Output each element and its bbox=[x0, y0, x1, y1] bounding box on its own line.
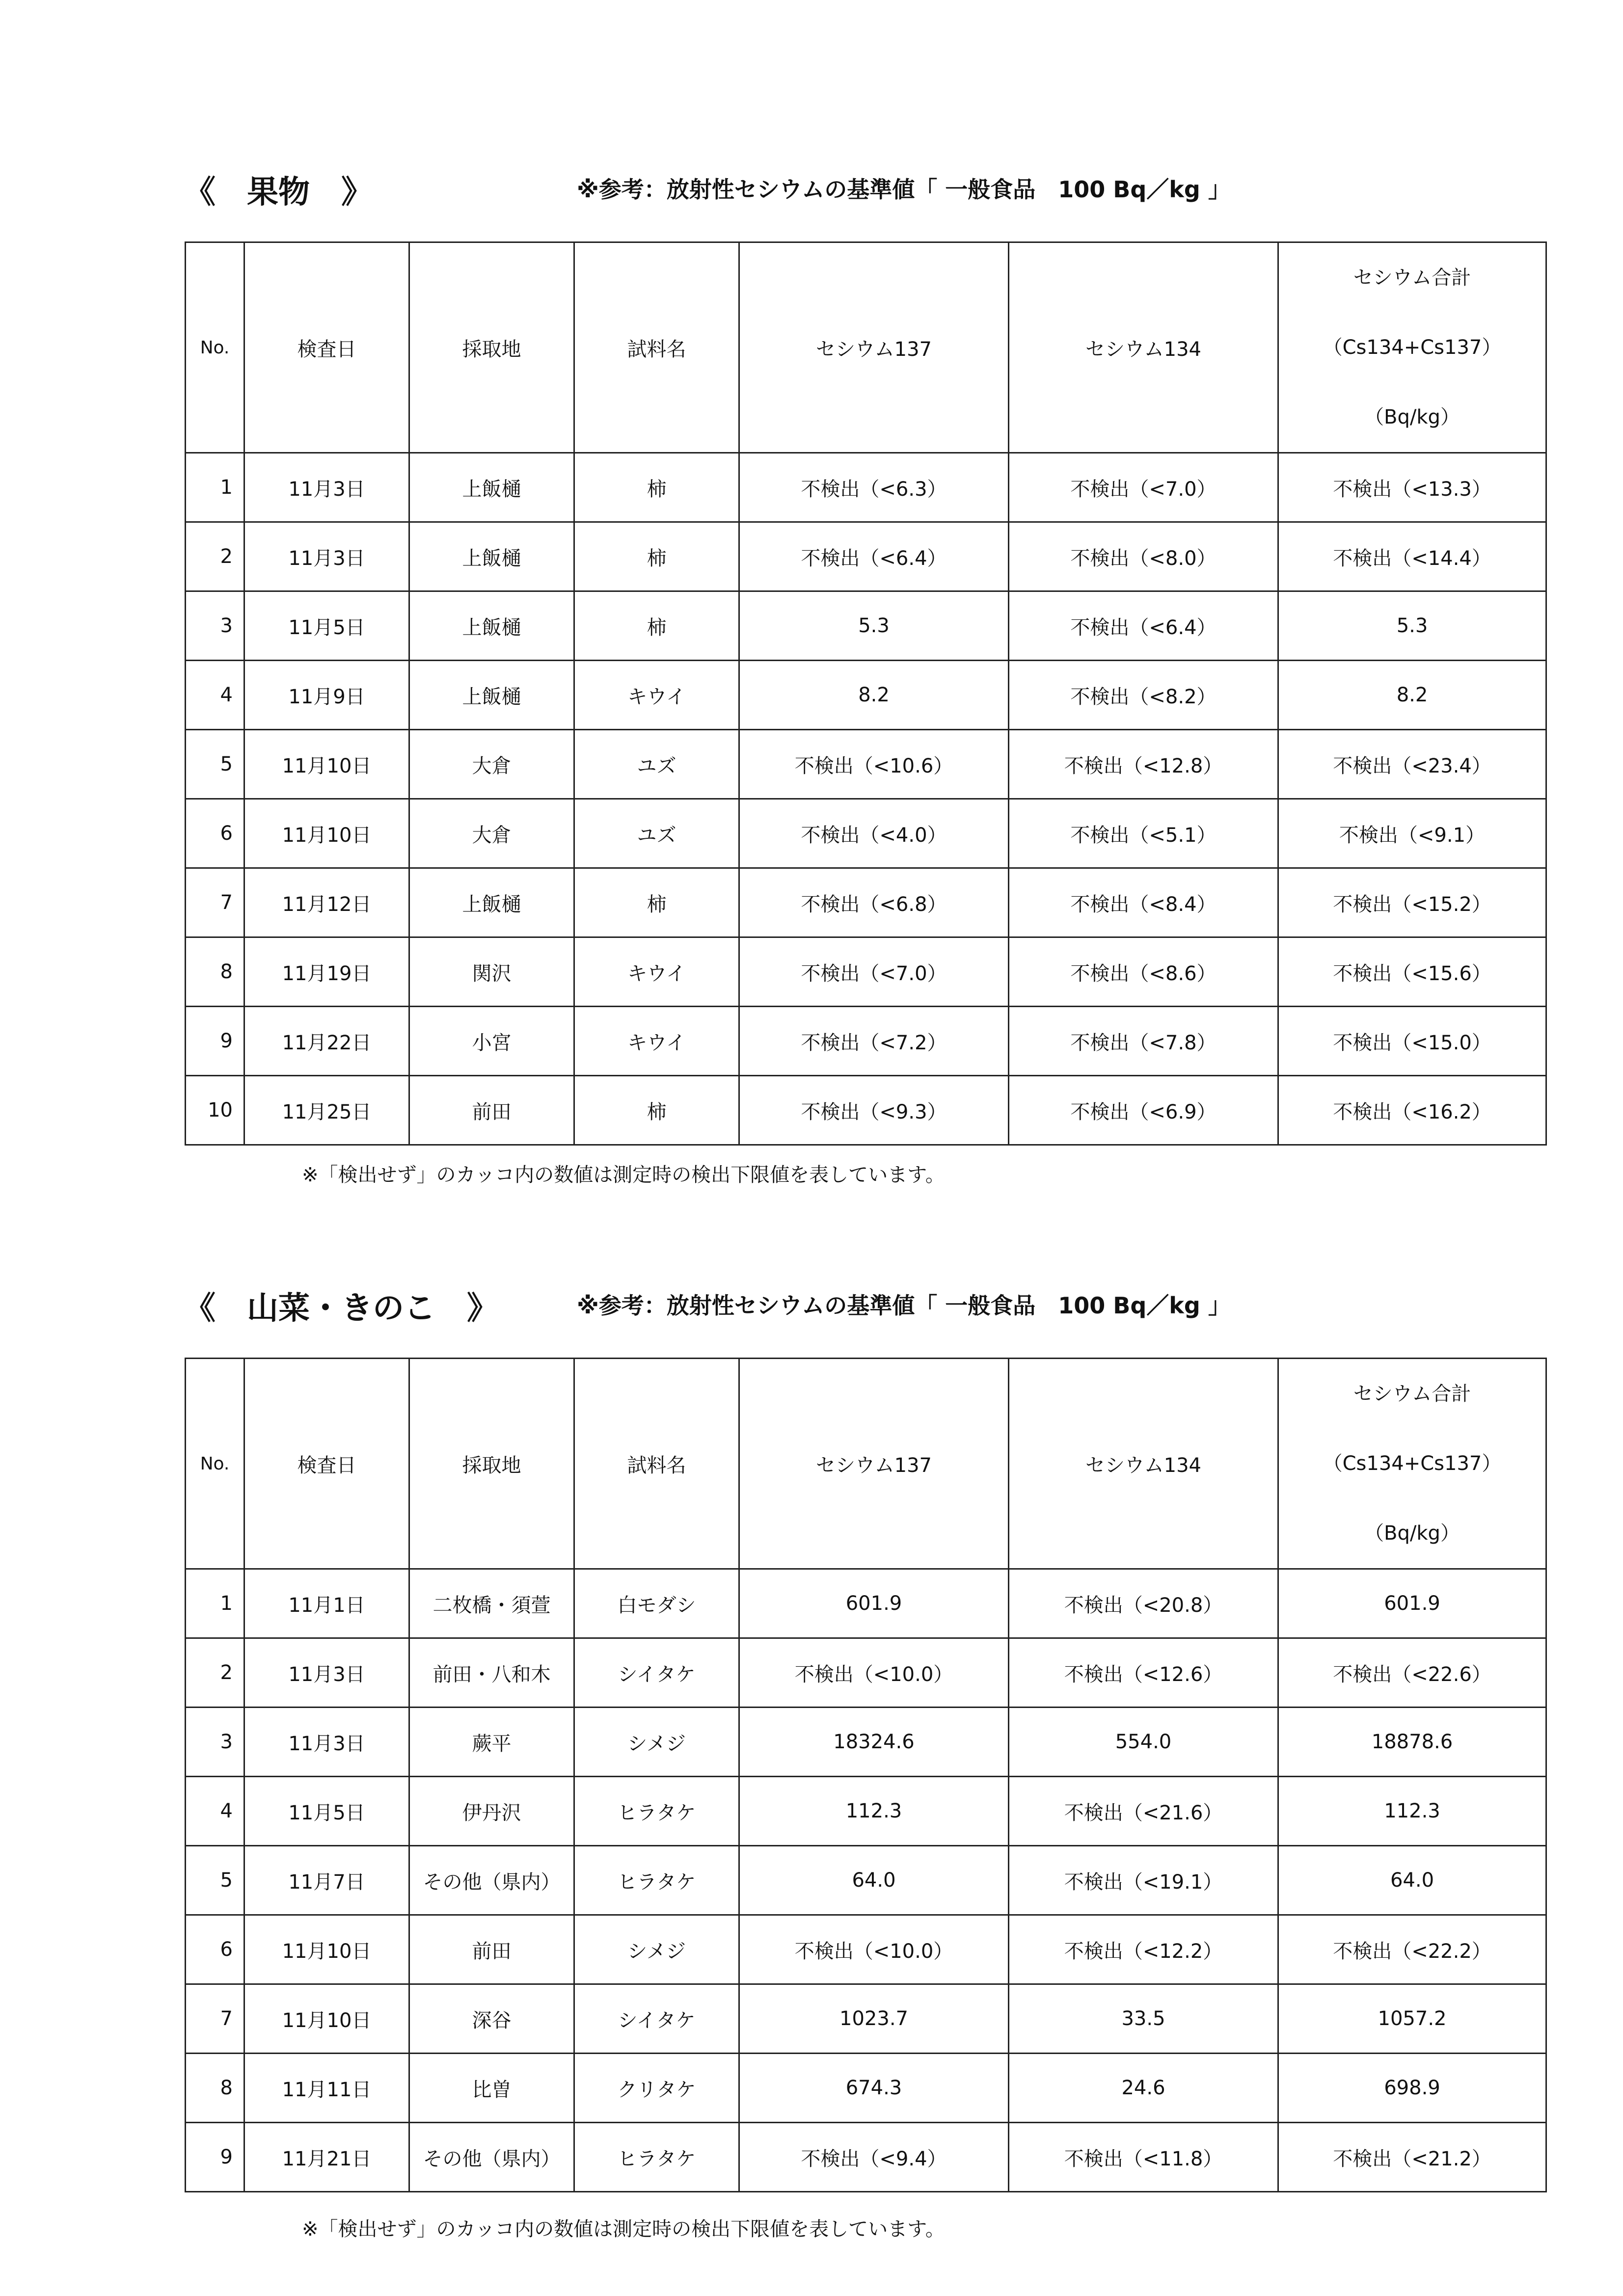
cell-place: 大倉 bbox=[409, 730, 574, 799]
cell-cs134: 不検出（<6.9） bbox=[1009, 1076, 1278, 1145]
cell-cs137: 不検出（<9.4） bbox=[739, 2123, 1009, 2192]
table-row bbox=[186, 937, 1546, 1007]
table-row bbox=[186, 591, 1546, 661]
cell-cs134: 不検出（<19.1） bbox=[1009, 1846, 1278, 1915]
cell-cs137: 不検出（<10.6） bbox=[739, 730, 1009, 799]
cell-cs137: 1023.7 bbox=[739, 1984, 1009, 2054]
cell-no: 3 bbox=[186, 1708, 244, 1777]
cell-total: 不検出（<13.3） bbox=[1278, 453, 1546, 522]
cell-date: 11月7日 bbox=[244, 1846, 409, 1915]
cell-place: 上飯樋 bbox=[409, 591, 574, 661]
table-row bbox=[186, 1708, 1546, 1777]
results-table bbox=[185, 241, 1547, 1146]
table-row bbox=[186, 453, 1546, 522]
cell-cs134: 不検出（<12.2） bbox=[1009, 1915, 1278, 1984]
cell-no: 6 bbox=[186, 1915, 244, 1984]
cell-date: 11月10日 bbox=[244, 1984, 409, 2054]
cell-cs137: 不検出（<4.0） bbox=[739, 799, 1009, 868]
cell-place: 深谷 bbox=[409, 1984, 574, 2054]
cell-cs137: 不検出（<6.8） bbox=[739, 868, 1009, 937]
cell-no: 9 bbox=[186, 1007, 244, 1076]
cell-no: 8 bbox=[186, 937, 244, 1007]
table-header-row bbox=[186, 1359, 1546, 1569]
cell-cs134: 不検出（<21.6） bbox=[1009, 1777, 1278, 1846]
cell-date: 11月9日 bbox=[244, 661, 409, 730]
cell-date: 11月22日 bbox=[244, 1007, 409, 1076]
cell-total: 不検出（<15.2） bbox=[1278, 868, 1546, 937]
cell-sample: 柿 bbox=[574, 522, 739, 591]
header-date: 検査日 bbox=[244, 242, 409, 453]
header-cs134: セシウム134 bbox=[1009, 242, 1278, 453]
header-total-line3: （Bq/kg） bbox=[1364, 1522, 1460, 1545]
cell-sample: 柿 bbox=[574, 591, 739, 661]
cell-sample: ヒラタケ bbox=[574, 2123, 739, 2192]
header-total-line2: （Cs134+Cs137） bbox=[1323, 1452, 1502, 1475]
cell-no: 2 bbox=[186, 522, 244, 591]
cell-place: 前田 bbox=[409, 1915, 574, 1984]
cell-sample: シメジ bbox=[574, 1708, 739, 1777]
cell-cs137: 8.2 bbox=[739, 661, 1009, 730]
cell-cs134: 不検出（<7.0） bbox=[1009, 453, 1278, 522]
table-row bbox=[186, 868, 1546, 937]
reference-standard: ※参考：放射性セシウムの基準値「 一般食品 100 Bq／kg 」 bbox=[577, 1292, 1231, 1319]
cell-cs137: 64.0 bbox=[739, 1846, 1009, 1915]
cell-no: 8 bbox=[186, 2054, 244, 2123]
cell-no: 10 bbox=[186, 1076, 244, 1145]
cell-cs137: 18324.6 bbox=[739, 1708, 1009, 1777]
cell-place: 上飯樋 bbox=[409, 453, 574, 522]
header-total-line3: （Bq/kg） bbox=[1364, 406, 1460, 428]
cell-cs134: 不検出（<7.8） bbox=[1009, 1007, 1278, 1076]
cell-date: 11月10日 bbox=[244, 1915, 409, 1984]
cell-sample: 白モダシ bbox=[574, 1569, 739, 1638]
cell-date: 11月5日 bbox=[244, 591, 409, 661]
cell-place: その他（県内） bbox=[409, 1846, 574, 1915]
table-row bbox=[186, 2123, 1546, 2192]
cell-date: 11月25日 bbox=[244, 1076, 409, 1145]
table-row bbox=[186, 522, 1546, 591]
cell-no: 9 bbox=[186, 2123, 244, 2192]
table-body bbox=[186, 453, 1546, 1145]
cell-total: 不検出（<15.0） bbox=[1278, 1007, 1546, 1076]
cell-date: 11月19日 bbox=[244, 937, 409, 1007]
header-total bbox=[1278, 242, 1546, 453]
cell-cs137: 不検出（<7.2） bbox=[739, 1007, 1009, 1076]
cell-cs134: 不検出（<12.8） bbox=[1009, 730, 1278, 799]
cell-place: 上飯樋 bbox=[409, 661, 574, 730]
cell-no: 4 bbox=[186, 661, 244, 730]
cell-sample: クリタケ bbox=[574, 2054, 739, 2123]
header-total-line1: セシウム合計 bbox=[1353, 1383, 1471, 1405]
cell-cs137: 不検出（<7.0） bbox=[739, 937, 1009, 1007]
cell-sample: キウイ bbox=[574, 1007, 739, 1076]
cell-no: 7 bbox=[186, 1984, 244, 2054]
cell-total: 64.0 bbox=[1278, 1846, 1546, 1915]
cell-no: 4 bbox=[186, 1777, 244, 1846]
cell-cs134: 不検出（<8.2） bbox=[1009, 661, 1278, 730]
cell-cs134: 33.5 bbox=[1009, 1984, 1278, 2054]
header-total-line2: （Cs134+Cs137） bbox=[1323, 336, 1502, 359]
cell-sample: シメジ bbox=[574, 1915, 739, 1984]
header-place: 採取地 bbox=[409, 242, 574, 453]
cell-total: 1057.2 bbox=[1278, 1984, 1546, 2054]
cell-no: 7 bbox=[186, 868, 244, 937]
cell-sample: ヒラタケ bbox=[574, 1777, 739, 1846]
cell-sample: シイタケ bbox=[574, 1638, 739, 1708]
cell-place: 比曽 bbox=[409, 2054, 574, 2123]
header-cs137: セシウム137 bbox=[739, 242, 1009, 453]
table-row bbox=[186, 730, 1546, 799]
cell-cs134: 不検出（<8.0） bbox=[1009, 522, 1278, 591]
cell-no: 5 bbox=[186, 1846, 244, 1915]
cell-total: 698.9 bbox=[1278, 2054, 1546, 2123]
table-row bbox=[186, 661, 1546, 730]
cell-total: 5.3 bbox=[1278, 591, 1546, 661]
cell-date: 11月3日 bbox=[244, 522, 409, 591]
table-row bbox=[186, 1846, 1546, 1915]
table-row bbox=[186, 1915, 1546, 1984]
cell-date: 11月1日 bbox=[244, 1569, 409, 1638]
header-no: No. bbox=[186, 1359, 244, 1569]
cell-date: 11月21日 bbox=[244, 2123, 409, 2192]
header-total-line1: セシウム合計 bbox=[1353, 267, 1471, 289]
cell-place: 上飯樋 bbox=[409, 868, 574, 937]
cell-sample: シイタケ bbox=[574, 1984, 739, 2054]
cell-cs137: 5.3 bbox=[739, 591, 1009, 661]
cell-total: 不検出（<22.6） bbox=[1278, 1638, 1546, 1708]
cell-cs137: 不検出（<9.3） bbox=[739, 1076, 1009, 1145]
reference-standard: ※参考：放射性セシウムの基準値「 一般食品 100 Bq／kg 」 bbox=[577, 176, 1231, 203]
cell-sample: キウイ bbox=[574, 937, 739, 1007]
cell-date: 11月3日 bbox=[244, 1638, 409, 1708]
cell-no: 6 bbox=[186, 799, 244, 868]
cell-sample: ユズ bbox=[574, 799, 739, 868]
cell-cs137: 不検出（<6.3） bbox=[739, 453, 1009, 522]
table-row bbox=[186, 799, 1546, 868]
cell-sample: ユズ bbox=[574, 730, 739, 799]
cell-cs137: 不検出（<6.4） bbox=[739, 522, 1009, 591]
table-row bbox=[186, 1777, 1546, 1846]
cell-total: 不検出（<16.2） bbox=[1278, 1076, 1546, 1145]
cell-place: 関沢 bbox=[409, 937, 574, 1007]
cell-no: 3 bbox=[186, 591, 244, 661]
header-sample: 試料名 bbox=[574, 242, 739, 453]
cell-total: 不検出（<23.4） bbox=[1278, 730, 1546, 799]
cell-cs137: 不検出（<10.0） bbox=[739, 1915, 1009, 1984]
footnote: ※「検出せず」のカッコ内の数値は測定時の検出下限値を表しています。 bbox=[302, 1164, 945, 1186]
cell-cs134: 不検出（<8.4） bbox=[1009, 868, 1278, 937]
cell-cs137: 674.3 bbox=[739, 2054, 1009, 2123]
header-date: 検査日 bbox=[244, 1359, 409, 1569]
cell-place: 蕨平 bbox=[409, 1708, 574, 1777]
cell-date: 11月12日 bbox=[244, 868, 409, 937]
table-row bbox=[186, 1638, 1546, 1708]
cell-date: 11月3日 bbox=[244, 1708, 409, 1777]
cell-sample: 柿 bbox=[574, 868, 739, 937]
cell-no: 1 bbox=[186, 453, 244, 522]
cell-cs134: 不検出（<8.6） bbox=[1009, 937, 1278, 1007]
results-table bbox=[185, 1358, 1547, 2192]
header-place: 採取地 bbox=[409, 1359, 574, 1569]
cell-total: 8.2 bbox=[1278, 661, 1546, 730]
cell-date: 11月10日 bbox=[244, 799, 409, 868]
cell-place: 伊丹沢 bbox=[409, 1777, 574, 1846]
table-row bbox=[186, 1007, 1546, 1076]
cell-total: 不検出（<15.6） bbox=[1278, 937, 1546, 1007]
cell-place: 小宮 bbox=[409, 1007, 574, 1076]
table-header-row bbox=[186, 242, 1546, 453]
cell-cs134: 24.6 bbox=[1009, 2054, 1278, 2123]
cell-no: 5 bbox=[186, 730, 244, 799]
cell-date: 11月3日 bbox=[244, 453, 409, 522]
header-no: No. bbox=[186, 242, 244, 453]
cell-sample: 柿 bbox=[574, 1076, 739, 1145]
header-total bbox=[1278, 1359, 1546, 1569]
cell-total: 不検出（<21.2） bbox=[1278, 2123, 1546, 2192]
cell-place: 上飯樋 bbox=[409, 522, 574, 591]
cell-date: 11月11日 bbox=[244, 2054, 409, 2123]
section-title: 《 山菜・きのこ 》 bbox=[184, 1290, 498, 1327]
cell-place: 前田 bbox=[409, 1076, 574, 1145]
table-row bbox=[186, 1569, 1546, 1638]
cell-cs134: 不検出（<6.4） bbox=[1009, 591, 1278, 661]
cell-total: 不検出（<9.1） bbox=[1278, 799, 1546, 868]
cell-sample: ヒラタケ bbox=[574, 1846, 739, 1915]
cell-total: 不検出（<22.2） bbox=[1278, 1915, 1546, 1984]
cell-cs134: 不検出（<12.6） bbox=[1009, 1638, 1278, 1708]
cell-cs137: 112.3 bbox=[739, 1777, 1009, 1846]
cell-no: 2 bbox=[186, 1638, 244, 1708]
cell-cs134: 不検出（<5.1） bbox=[1009, 799, 1278, 868]
cell-cs134: 554.0 bbox=[1009, 1708, 1278, 1777]
header-sample: 試料名 bbox=[574, 1359, 739, 1569]
cell-cs137: 不検出（<10.0） bbox=[739, 1638, 1009, 1708]
table-row bbox=[186, 1076, 1546, 1145]
cell-total: 不検出（<14.4） bbox=[1278, 522, 1546, 591]
cell-no: 1 bbox=[186, 1569, 244, 1638]
cell-sample: 柿 bbox=[574, 453, 739, 522]
cell-cs134: 不検出（<11.8） bbox=[1009, 2123, 1278, 2192]
table-row bbox=[186, 1984, 1546, 2054]
cell-place: その他（県内） bbox=[409, 2123, 574, 2192]
cell-place: 二枚橋・須萱 bbox=[409, 1569, 574, 1638]
header-cs134: セシウム134 bbox=[1009, 1359, 1278, 1569]
cell-sample: キウイ bbox=[574, 661, 739, 730]
header-cs137: セシウム137 bbox=[739, 1359, 1009, 1569]
cell-total: 601.9 bbox=[1278, 1569, 1546, 1638]
table-body bbox=[186, 1569, 1546, 2192]
table-row bbox=[186, 2054, 1546, 2123]
cell-total: 112.3 bbox=[1278, 1777, 1546, 1846]
section-title: 《 果物 》 bbox=[184, 174, 373, 211]
cell-total: 18878.6 bbox=[1278, 1708, 1546, 1777]
footnote: ※「検出せず」のカッコ内の数値は測定時の検出下限値を表しています。 bbox=[302, 2218, 945, 2241]
cell-date: 11月5日 bbox=[244, 1777, 409, 1846]
cell-cs134: 不検出（<20.8） bbox=[1009, 1569, 1278, 1638]
cell-place: 大倉 bbox=[409, 799, 574, 868]
cell-cs137: 601.9 bbox=[739, 1569, 1009, 1638]
cell-place: 前田・八和木 bbox=[409, 1638, 574, 1708]
cell-date: 11月10日 bbox=[244, 730, 409, 799]
